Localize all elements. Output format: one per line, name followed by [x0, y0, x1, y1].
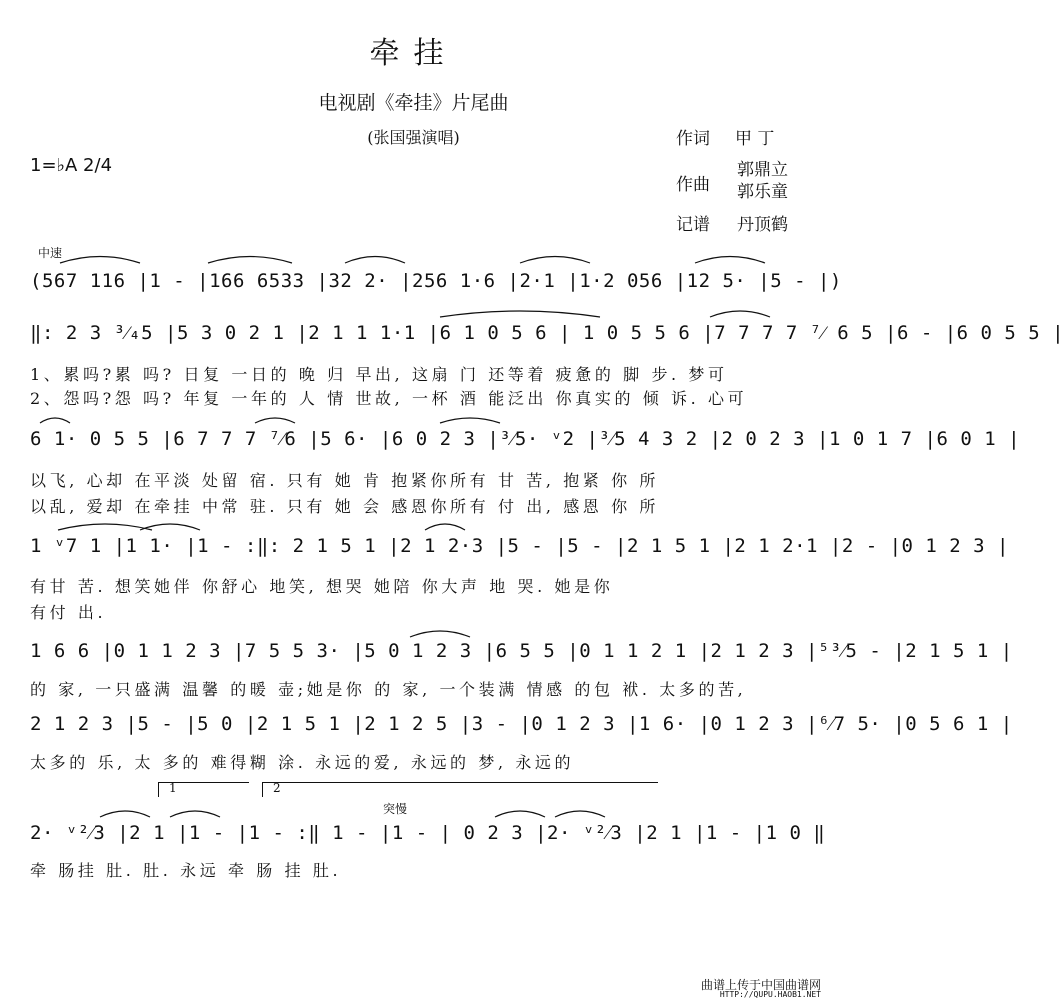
- slur: [440, 418, 500, 423]
- footer-url[interactable]: HTTP://QUPU.HAOB1.NET: [719, 990, 821, 999]
- notation-line-2: ‖: 2 3 ³⁄₄5 |5 3 0 2 1 |2 1 1 1·1 |6 1 0 5 6 | 1 0 5 5 6 |7 7 7 7 ⁷⁄ 6 5 |6 - |6 0 5 5 |: [30, 322, 1064, 344]
- notation-line-3: 6 1· 0 5 5 |6 7 7 7 ⁷⁄6 |5 6· |6 0 2 3 |³⁄5· ᵛ2 |³⁄5 4 3 2 |2 0 2 3 |1 0 1 7 |6 0 1 |: [30, 428, 1021, 450]
- lyric-line-4-verse-2: 有付 出.: [30, 603, 107, 622]
- lyric-line-2-verse-2: 2、怨吗?怨 吗? 年复 一年的 人 情 世故, 一杯 酒 能泛出 你真实的 倾 诉. 心可: [30, 389, 748, 408]
- lyricist-name: 甲 丁: [735, 129, 775, 149]
- slur: [555, 811, 605, 817]
- slur: [100, 811, 150, 817]
- composer-name-1: 郭鼎立: [737, 160, 788, 180]
- lyric-line-4-verse-1: 有甘 苦. 想笑她伴 你舒心 地笑, 想哭 她陪 你大声 地 哭. 她是你: [30, 577, 614, 596]
- slur: [208, 257, 292, 264]
- notation-line-4: 1 ᵛ7 1 |1 1· |1 - :‖: 2 1 5 1 |2 1 2·3 |5 - |5 - |2 1 5 1 |2 1 2·1 |2 - |0 1 2 3 |: [30, 535, 1009, 557]
- slow-mark: 突慢: [383, 802, 408, 816]
- lyric-line-5: 的 家, 一只盛满 温馨 的暖 壶;她是你 的 家, 一个装满 情感 的包 袱. 太多的苦,: [30, 680, 747, 699]
- transcriber-name: 丹顶鹤: [737, 215, 788, 235]
- slur: [710, 311, 770, 317]
- lyric-line-3-verse-1: 以飞, 心却 在平淡 处留 宿. 只有 她 肯 抱紧你所有 甘 苦, 抱紧 你 所: [30, 471, 659, 490]
- slur: [440, 311, 600, 317]
- slur: [495, 811, 545, 817]
- slur: [58, 524, 152, 530]
- volta-second-ending: 2: [262, 782, 658, 797]
- slur: [345, 257, 405, 264]
- song-title: 牵挂: [369, 36, 458, 71]
- notation-line-6: 2 1 2 3 |5 - |5 0 |2 1 5 1 |2 1 2 5 |3 - |0 1 2 3 |1 6· |0 1 2 3 |⁶⁄7 5· |0 5 6 1 |: [30, 713, 1013, 735]
- key-time-signature: 1=♭A 2/4: [30, 155, 113, 176]
- composer-label: 作曲: [676, 175, 710, 195]
- lyric-line-7: 牵 肠挂 肚. 肚. 永远 牵 肠 挂 肚.: [30, 861, 342, 880]
- slur: [410, 631, 470, 637]
- singer-credit: (张国强演唱): [367, 128, 460, 147]
- notation-line-5: 1 6 6 |0 1 1 2 3 |7 5 5 3· |5 0 1 2 3 |6 5 5 |0 1 1 2 1 |2 1 2 3 |⁵³⁄5 - |2 1 5 1 |: [30, 640, 1013, 662]
- volta-first-ending: 1: [158, 782, 249, 797]
- slur: [40, 418, 70, 423]
- lyric-line-2-verse-1: 1、累吗?累 吗? 日复 一日的 晚 归 早出, 这扇 门 还等着 疲惫的 脚 步. 梦可: [30, 365, 728, 384]
- lyric-line-3-verse-2: 以乱, 爱却 在牵挂 中常 驻. 只有 她 会 感恩你所有 付 出, 感恩 你 所: [30, 497, 659, 516]
- slur: [255, 418, 295, 423]
- slur: [520, 257, 590, 264]
- notation-line-7: 2· ᵛ²⁄3 |2 1 |1 - |1 - :‖ 1 - |1 - | 0 2 3 |2· ᵛ²⁄3 |2 1 |1 - |1 0 ‖: [30, 822, 826, 844]
- footer-site-label: 曲谱上传于中国曲谱网: [700, 978, 821, 992]
- lyricist-label: 作词: [676, 129, 710, 149]
- lyric-line-6: 太多的 乐, 太 多的 难得糊 涂. 永远的爱, 永远的 梦, 永远的: [30, 753, 575, 772]
- tempo-mark: 中速: [38, 246, 63, 260]
- slur: [695, 257, 765, 264]
- song-subtitle: 电视剧《牵挂》片尾曲: [318, 92, 509, 114]
- slur: [170, 811, 220, 817]
- composer-name-2: 郭乐童: [737, 182, 788, 202]
- transcriber-label: 记谱: [676, 215, 710, 235]
- slur: [60, 257, 140, 264]
- notation-line-1: (567 116 |1 - |166 6533 |32 2· |256 1·6 |2·1 |1·2 056 |12 5· |5 - |): [30, 270, 842, 292]
- slur: [425, 524, 465, 530]
